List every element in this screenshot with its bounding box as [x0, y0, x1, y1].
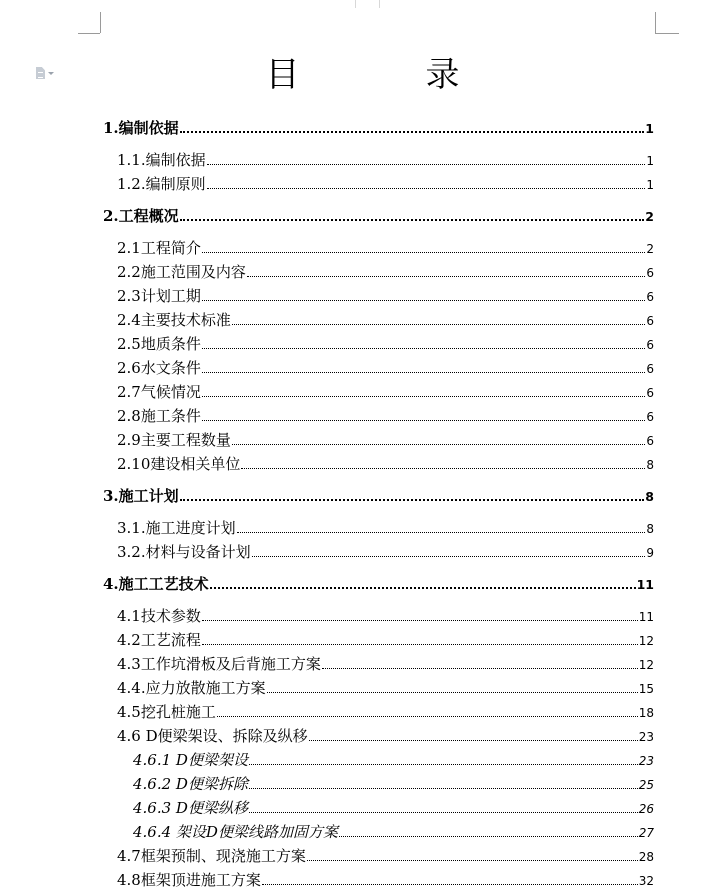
dot-leader	[262, 880, 638, 885]
dot-leader	[210, 583, 636, 589]
dot-leader	[252, 552, 646, 557]
dot-leader	[307, 856, 638, 861]
toc-entry-page-number: 27	[638, 826, 654, 840]
toc-entry-label: 4.2工艺流程	[117, 631, 201, 649]
toc-entry-label: 2.9主要工程数量	[117, 431, 231, 449]
toc-entry-page-number: 25	[638, 778, 654, 792]
toc-section-entry[interactable]	[117, 262, 654, 282]
dot-leader	[202, 368, 646, 373]
toc-section-entry[interactable]	[117, 406, 654, 426]
toc-entry-label: 4.6.4 架设D便梁线路加固方案	[133, 823, 338, 841]
dot-leader	[202, 296, 646, 301]
toc-entry-label: 4.6.2 D便梁拆除	[133, 775, 248, 793]
toc-section-entry[interactable]	[117, 286, 654, 306]
toc-section-entry[interactable]	[117, 654, 654, 674]
toc-entry-page-number: 1	[646, 178, 654, 192]
toc-chapter-entry[interactable]	[103, 118, 654, 138]
toc-entry-label: 4.6.1 D便梁架设	[133, 751, 248, 769]
toc-entry-page-number: 2	[645, 209, 654, 224]
toc-entry-page-number: 6	[646, 410, 654, 424]
toc-entry-page-number: 6	[646, 362, 654, 376]
dot-leader	[202, 392, 646, 397]
toc-entry-label: 4.6 D便梁架设、拆除及纵移	[117, 727, 308, 745]
dot-leader	[237, 528, 646, 533]
toc-entry-label: 4.1技术参数	[117, 607, 201, 625]
toc-entry-page-number: 6	[646, 290, 654, 304]
dot-leader	[202, 416, 646, 421]
toc-subsection-entry[interactable]	[133, 774, 654, 794]
toc-entry-page-number: 2	[646, 242, 654, 256]
dot-leader	[202, 248, 646, 253]
toc-entry-label: 2.5地质条件	[117, 335, 201, 353]
dot-leader	[207, 184, 646, 189]
dot-leader	[249, 760, 638, 765]
dot-leader	[180, 495, 645, 501]
toc-entry-page-number: 6	[646, 266, 654, 280]
dot-leader	[247, 272, 646, 277]
toc-section-entry[interactable]	[117, 678, 654, 698]
toc-section-entry[interactable]	[117, 702, 654, 722]
dot-leader	[249, 808, 638, 813]
toc-entry-page-number: 9	[646, 546, 654, 560]
toc-entry-page-number: 32	[638, 874, 654, 888]
toc-chapter-entry[interactable]	[103, 574, 654, 594]
toc-entry-label: 2.1工程简介	[117, 239, 201, 257]
toc-entry-label: 4.4.应力放散施工方案	[117, 679, 266, 697]
dot-leader	[232, 440, 646, 445]
toc-entry-label: 3.施工计划	[103, 487, 179, 505]
toc-entry-page-number: 11	[636, 577, 654, 592]
toc-entry-label: 4.7框架预制、现浇施工方案	[117, 847, 306, 865]
toc-entry-page-number: 1	[646, 154, 654, 168]
toc-entry-label: 4.6.3 D便梁纵移	[133, 799, 248, 817]
toc-entry-label: 3.1.施工进度计划	[117, 519, 236, 537]
toc-entry-label: 1.2.编制原则	[117, 175, 206, 193]
toc-section-entry[interactable]	[117, 846, 654, 866]
toc-entry-label: 2.2施工范围及内容	[117, 263, 246, 281]
toc-entry-page-number: 11	[638, 610, 654, 624]
toc-section-entry[interactable]	[117, 150, 654, 170]
toc-entry-label: 2.工程概况	[103, 207, 179, 225]
toc-entry-label: 1.1.编制依据	[117, 151, 206, 169]
toc-entry-page-number: 8	[646, 458, 654, 472]
toc-subsection-entry[interactable]	[133, 750, 654, 770]
toc-entry-page-number: 26	[638, 802, 654, 816]
dot-leader	[207, 160, 646, 165]
dot-leader	[309, 736, 638, 741]
toc-entry-page-number: 12	[638, 634, 654, 648]
toc-entry-label: 3.2.材料与设备计划	[117, 543, 251, 561]
toc-section-entry[interactable]	[117, 430, 654, 450]
toc-entry-page-number: 6	[646, 338, 654, 352]
toc-section-entry[interactable]	[117, 310, 654, 330]
dot-leader	[217, 712, 638, 717]
toc-entry-page-number: 23	[638, 754, 654, 768]
dot-leader	[202, 344, 646, 349]
dot-leader	[232, 320, 646, 325]
toc-entry-label: 4.3工作坑滑板及后背施工方案	[117, 655, 321, 673]
dot-leader	[339, 832, 638, 837]
toc-entry-page-number: 18	[638, 706, 654, 720]
toc-entry-label: 1.编制依据	[103, 119, 179, 137]
toc-entry-page-number: 8	[645, 489, 654, 504]
dot-leader	[202, 616, 638, 621]
toc-entry-page-number: 6	[646, 314, 654, 328]
toc-entry-page-number: 28	[638, 850, 654, 864]
dot-leader	[241, 464, 645, 469]
dot-leader	[180, 127, 645, 133]
toc-entry-label: 2.6水文条件	[117, 359, 201, 377]
toc-entry-page-number: 15	[638, 682, 654, 696]
toc-entry-label: 2.7气候情况	[117, 383, 201, 401]
dot-leader	[180, 215, 645, 221]
dot-leader	[322, 664, 638, 669]
toc-section-entry[interactable]	[117, 174, 654, 194]
toc-chapter-entry[interactable]	[103, 206, 654, 226]
toc-section-entry[interactable]	[117, 630, 654, 650]
toc-section-entry[interactable]	[117, 726, 654, 746]
toc-entry-label: 2.8施工条件	[117, 407, 201, 425]
toc-entry-page-number: 1	[645, 121, 654, 136]
toc-section-entry[interactable]	[117, 454, 654, 474]
toc-entry-page-number: 6	[646, 434, 654, 448]
toc-title: 目 录	[265, 55, 506, 95]
toc-entry-page-number: 23	[638, 730, 654, 744]
toc-section-entry[interactable]	[117, 238, 654, 258]
toc-entry-label: 4.施工工艺技术	[103, 575, 209, 593]
toc-section-entry[interactable]	[117, 870, 654, 890]
toc-entry-label: 4.5挖孔桩施工	[117, 703, 216, 721]
toc-subsection-entry[interactable]	[133, 822, 654, 842]
toc-section-entry[interactable]	[117, 542, 654, 562]
toc-entry-page-number: 6	[646, 386, 654, 400]
toc-section-entry[interactable]	[117, 606, 654, 626]
toc-section-entry[interactable]	[117, 382, 654, 402]
dot-leader	[249, 784, 638, 789]
toc-entry-page-number: 12	[638, 658, 654, 672]
toc-entry-page-number: 8	[646, 522, 654, 536]
toc-chapter-entry[interactable]	[103, 486, 654, 506]
dot-leader	[267, 688, 638, 693]
toc-entry-label: 2.4主要技术标准	[117, 311, 231, 329]
toc-entry-label: 2.10建设相关单位	[117, 455, 241, 473]
dot-leader	[202, 640, 638, 645]
toc-section-entry[interactable]	[117, 358, 654, 378]
toc-section-entry[interactable]	[117, 518, 654, 538]
toc-entry-label: 2.3计划工期	[117, 287, 201, 305]
toc-entry-label: 4.8框架顶进施工方案	[117, 871, 261, 889]
toc-subsection-entry[interactable]	[133, 798, 654, 818]
toc-section-entry[interactable]	[117, 334, 654, 354]
